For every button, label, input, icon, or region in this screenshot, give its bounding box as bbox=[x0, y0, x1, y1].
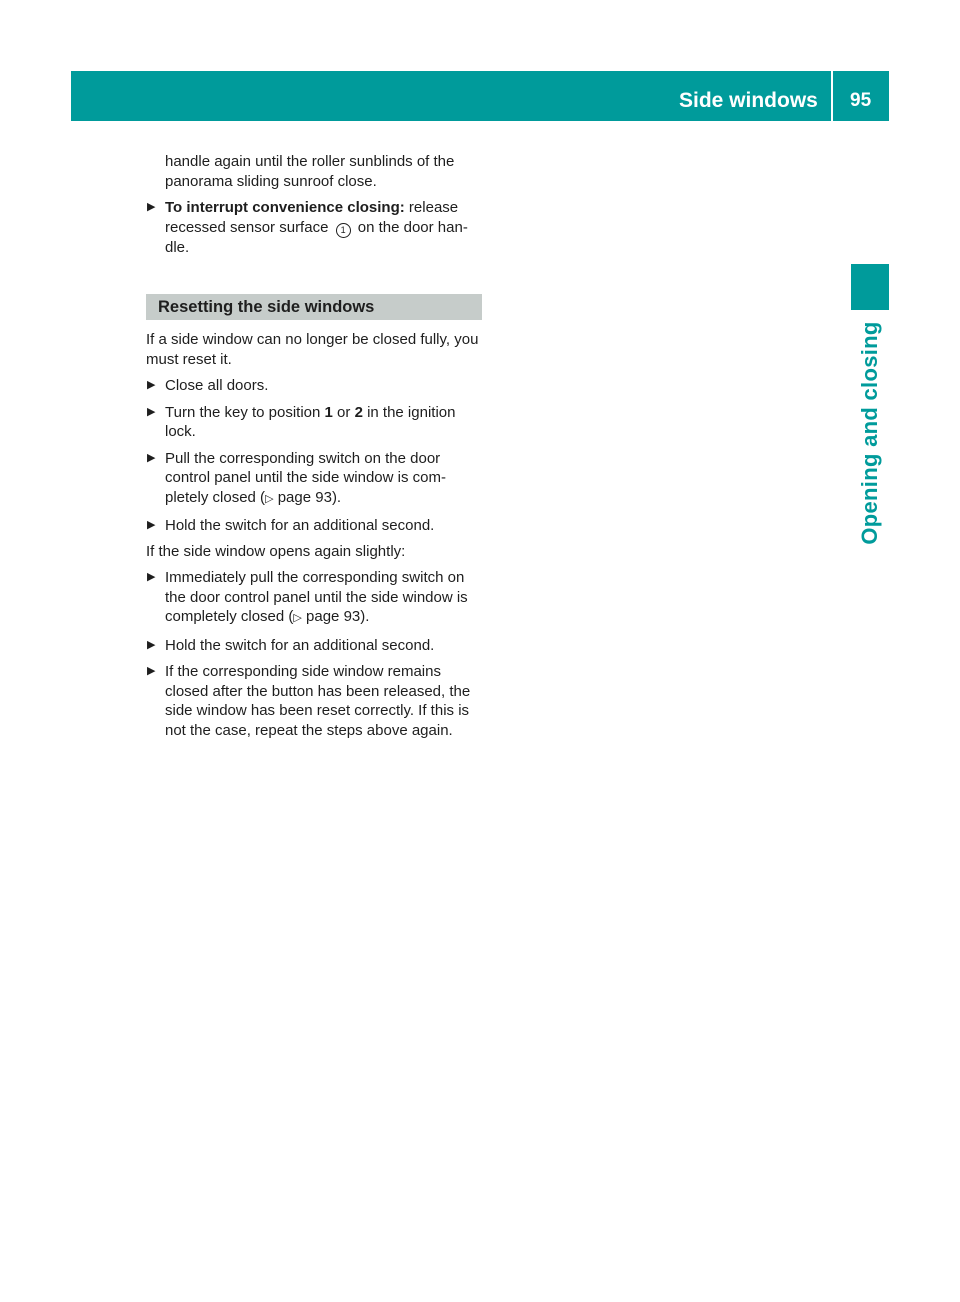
recheck-step-2 bbox=[146, 636, 482, 656]
reset-step-2-or: or bbox=[332, 403, 355, 421]
chapter-tab-marker bbox=[851, 264, 889, 310]
interrupt-step bbox=[146, 198, 482, 257]
recheck-step-1-end: ). bbox=[360, 608, 370, 625]
interrupt-step-text: release recessed sensor surface bbox=[165, 199, 459, 236]
step-arrow-icon: ▶ bbox=[147, 571, 156, 583]
reset-step-4 bbox=[146, 516, 482, 536]
page-number: 95 bbox=[850, 90, 872, 111]
section-intro: If a side window can no longer be closed fully, you must reset it. bbox=[146, 331, 479, 368]
reset-step-1 bbox=[146, 376, 482, 396]
main-column bbox=[146, 152, 482, 740]
reset-step-3-text: Pull the corresponding switch on the door control panel until the side window is com-pletely closed ( bbox=[165, 449, 446, 506]
reset-step-2-end: in the ignition lock. bbox=[165, 403, 456, 440]
step-arrow-icon: ▶ bbox=[147, 519, 156, 531]
position-1: 1 bbox=[324, 403, 333, 421]
reset-step-1-text: Close all doors. bbox=[165, 377, 269, 394]
chapter-tab-label: Opening and closing bbox=[857, 321, 882, 545]
recheck-step-3-text: If the corresponding side window remains closed after the button has been released, the side window has been reset correctly. If this is not the case, repeat the steps above again. bbox=[165, 663, 471, 739]
reset-step-3 bbox=[146, 449, 482, 510]
section-heading: Resetting the side windows bbox=[146, 294, 482, 320]
page-ref-link[interactable]: page 93 bbox=[306, 608, 361, 625]
header-section-title: Side windows bbox=[679, 89, 818, 112]
reset-step-2 bbox=[146, 403, 482, 442]
reset-step-2-text: Turn the key to position bbox=[165, 403, 325, 421]
step-arrow-icon: ▶ bbox=[147, 638, 156, 651]
recheck-step-3 bbox=[146, 662, 482, 740]
if-opens-text: If the side window opens again slightly: bbox=[146, 542, 406, 560]
step-arrow-icon: ▶ bbox=[147, 201, 156, 213]
recheck-step-2-text: Hold the switch for an additional second. bbox=[165, 636, 435, 654]
header-divider bbox=[831, 71, 833, 121]
page-ref-link[interactable]: page 93 bbox=[277, 488, 332, 506]
step-arrow-icon: ▶ bbox=[147, 665, 156, 677]
page-ref-icon: ▷ bbox=[265, 492, 274, 505]
page-ref-icon: ▷ bbox=[293, 612, 302, 624]
sensor-marker-icon: 1 bbox=[336, 223, 351, 238]
step-arrow-icon: ▶ bbox=[147, 405, 156, 418]
reset-step-3-end: ). bbox=[331, 488, 342, 506]
continuation-text: handle again until the roller sunblinds of the panorama sliding sunroof close. bbox=[165, 153, 455, 190]
reset-step-4-text: Hold the switch for an additional second. bbox=[165, 517, 435, 534]
interrupt-step-text-end: on the door han-dle. bbox=[165, 218, 468, 256]
step-arrow-icon: ▶ bbox=[147, 379, 156, 391]
position-2: 2 bbox=[354, 403, 363, 421]
interrupt-step-bold: To interrupt convenience closing: bbox=[165, 199, 405, 216]
recheck-step-1-text: Immediately pull the corresponding switch on the door control panel until the side window is completely closed ( bbox=[165, 569, 468, 625]
recheck-step-1 bbox=[146, 568, 482, 629]
step-arrow-icon: ▶ bbox=[147, 451, 156, 464]
